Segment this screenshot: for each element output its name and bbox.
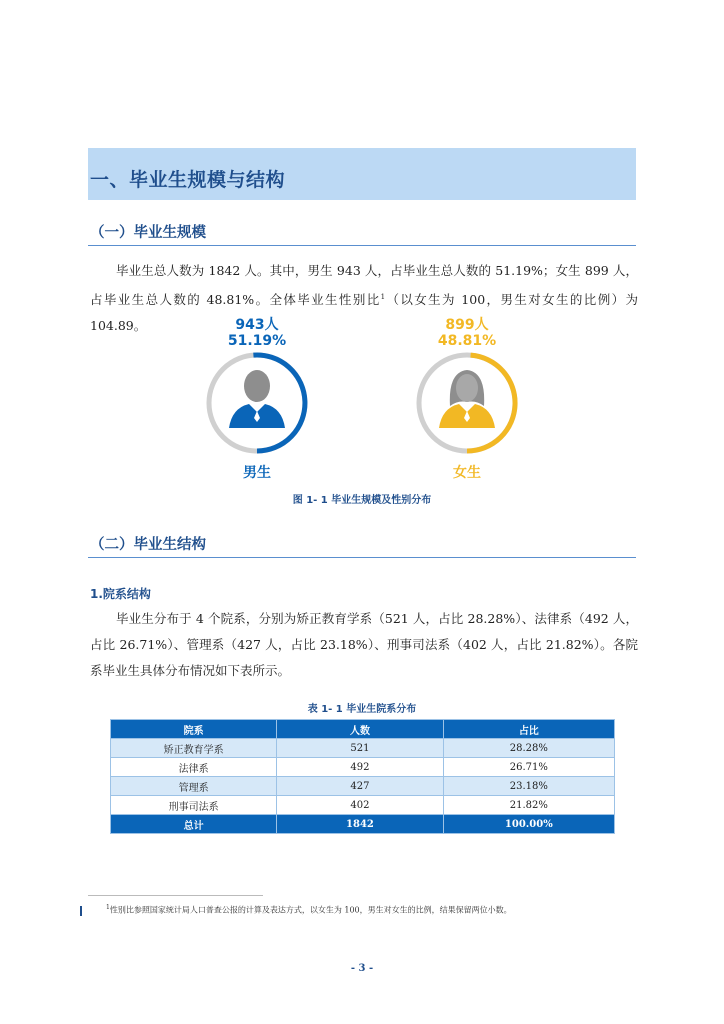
cell-percent: 28.28% [443, 739, 614, 758]
cell-count: 521 [277, 739, 443, 758]
male-ring-chart [204, 350, 310, 456]
male-label: 男生 [243, 465, 271, 481]
table-row [111, 796, 615, 815]
male-count-block [197, 317, 317, 349]
header-percent: 占比 [443, 720, 614, 739]
paragraph-structure: 毕业生分布于 4 个院系，分别为矫正教育学系（521 人，占比 28.28%）、法律系（492 人，占比 26.71%）、管理系（427 人，占比 23.18%）、刑事司法系（402 人，占比 21.82%）。各院系毕业生具体分布情况如下表所示。 [90, 611, 638, 678]
total-label: 总计 [111, 815, 277, 834]
female-percent: 48.81% [437, 333, 497, 349]
subsection-title-scale: （一）毕业生规模 [90, 225, 206, 241]
subsection-divider [88, 557, 636, 558]
table-row [111, 777, 615, 796]
cell-department: 法律系 [111, 758, 277, 777]
heading-department-structure: 1.院系结构 [90, 587, 151, 601]
table-row [111, 739, 615, 758]
table-row [111, 758, 615, 777]
cell-percent: 26.71% [443, 758, 614, 777]
section-title: 一、毕业生规模与结构 [90, 169, 286, 191]
cell-percent: 23.18% [443, 777, 614, 796]
female-count: 899人 [445, 317, 489, 333]
table-total-row [111, 815, 615, 834]
male-ring-arc [253, 355, 305, 451]
cell-department: 管理系 [111, 777, 277, 796]
header-count: 人数 [277, 720, 443, 739]
figure-caption: 图 1- 1 毕业生规模及性别分布 [292, 495, 432, 506]
department-table [110, 719, 615, 834]
cell-department: 刑事司法系 [111, 796, 277, 815]
subsection-divider [88, 245, 636, 246]
page-number: - 3 - [350, 963, 374, 974]
table-header-row [111, 720, 615, 739]
female-label: 女生 [453, 465, 481, 481]
male-avatar-icon [229, 370, 285, 428]
header-department: 院系 [111, 720, 277, 739]
footnote-divider [88, 895, 263, 896]
male-count: 943人 [235, 317, 279, 333]
female-avatar-icon [439, 370, 495, 428]
cell-count: 402 [277, 796, 443, 815]
cell-count: 492 [277, 758, 443, 777]
cell-department: 矫正教育学系 [111, 739, 277, 758]
paragraph-scale: 毕业生总人数为 1842 人。其中，男生 943 人，占毕业生总人数的 51.19%；女生 899 人，占毕业生总人数的 48.81%。全体毕业生性别比$^1$（以女生为 100，男生对女生的比例）为 104.89。 [90, 263, 638, 334]
table-caption: 表 1- 1 毕业生院系分布 [307, 704, 417, 715]
female-count-block [407, 317, 527, 349]
male-percent: 51.19% [227, 333, 287, 349]
total-count: 1842 [277, 815, 443, 834]
footnote-marker-bar [80, 906, 82, 916]
cell-count: 427 [277, 777, 443, 796]
footnote: $^1$性别比参照国家统计局人口普查公报的计算及表达方式，以女生为 100，男生对女生的比例，结果保留两位小数。 [106, 904, 512, 915]
female-ring-arc [467, 355, 515, 451]
subsection-title-structure: （二）毕业生结构 [90, 537, 206, 553]
total-percent: 100.00% [443, 815, 614, 834]
cell-percent: 21.82% [443, 796, 614, 815]
female-ring-chart [414, 350, 520, 456]
